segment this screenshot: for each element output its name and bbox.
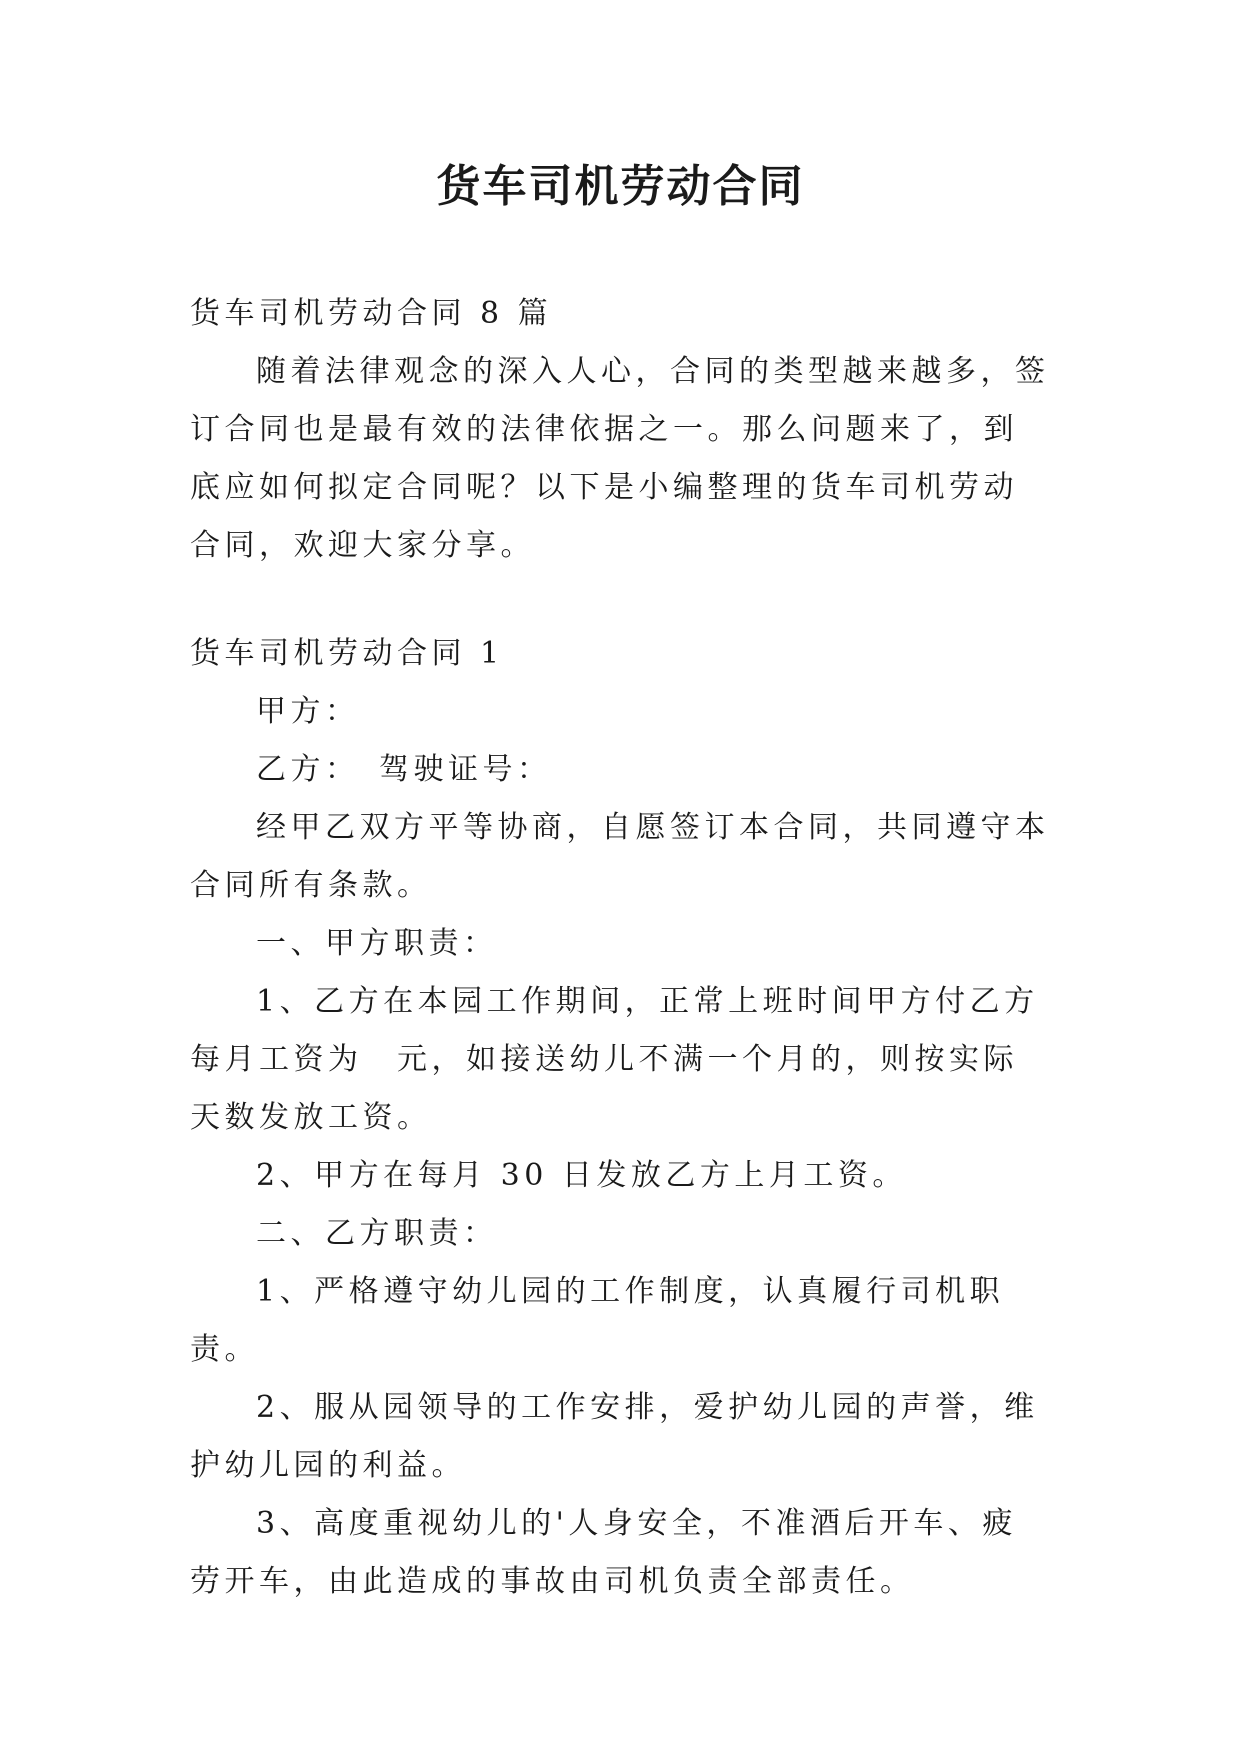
party-a-duties-heading: 一、甲方职责： <box>256 926 498 961</box>
intro-paragraph: 随着法律观念的深入人心，合同的类型越来越多，签订合同也是最有效的法律依据之一。那么问题来了，到底应如何拟定合同呢？以下是小编整理的货车司机劳动合同，欢迎大家分享。 <box>190 354 1050 563</box>
party-a-line: 甲方： <box>256 694 360 729</box>
party-b-line: 乙方： 驾驶证号： <box>256 752 552 787</box>
agreement-paragraph: 经甲乙双方平等协商，自愿签订本合同，共同遵守本合同所有条款。 <box>190 810 1050 903</box>
section-heading: 货车司机劳动合同 1 <box>190 636 504 671</box>
party-b-duty-2: 2、服从园领导的工作安排，爱护幼儿园的声誉，维护幼儿园的利益。 <box>190 1390 1039 1483</box>
party-b-duty-3: 3、高度重视幼儿的'人身安全，不准酒后开车、疲劳开车，由此造成的事故由司机负责全部责任。 <box>190 1506 1017 1599</box>
party-a-duty-1: 1、乙方在本园工作期间，正常上班时间甲方付乙方每月工资为 元，如接送幼儿不满一个月的，则按实际天数发放工资。 <box>190 984 1039 1135</box>
document-subtitle: 货车司机劳动合同 8 篇 <box>190 296 553 331</box>
party-b-duty-1: 1、严格遵守幼儿园的工作制度，认真履行司机职责。 <box>190 1274 1005 1367</box>
document-title: 货车司机劳动合同 <box>436 161 805 212</box>
party-a-duty-2: 2、甲方在每月 30 日发放乙方上月工资。 <box>256 1158 907 1193</box>
party-b-duties-heading: 二、乙方职责： <box>256 1216 498 1251</box>
document-body <box>190 285 1050 1611</box>
section-gap <box>190 575 1050 625</box>
